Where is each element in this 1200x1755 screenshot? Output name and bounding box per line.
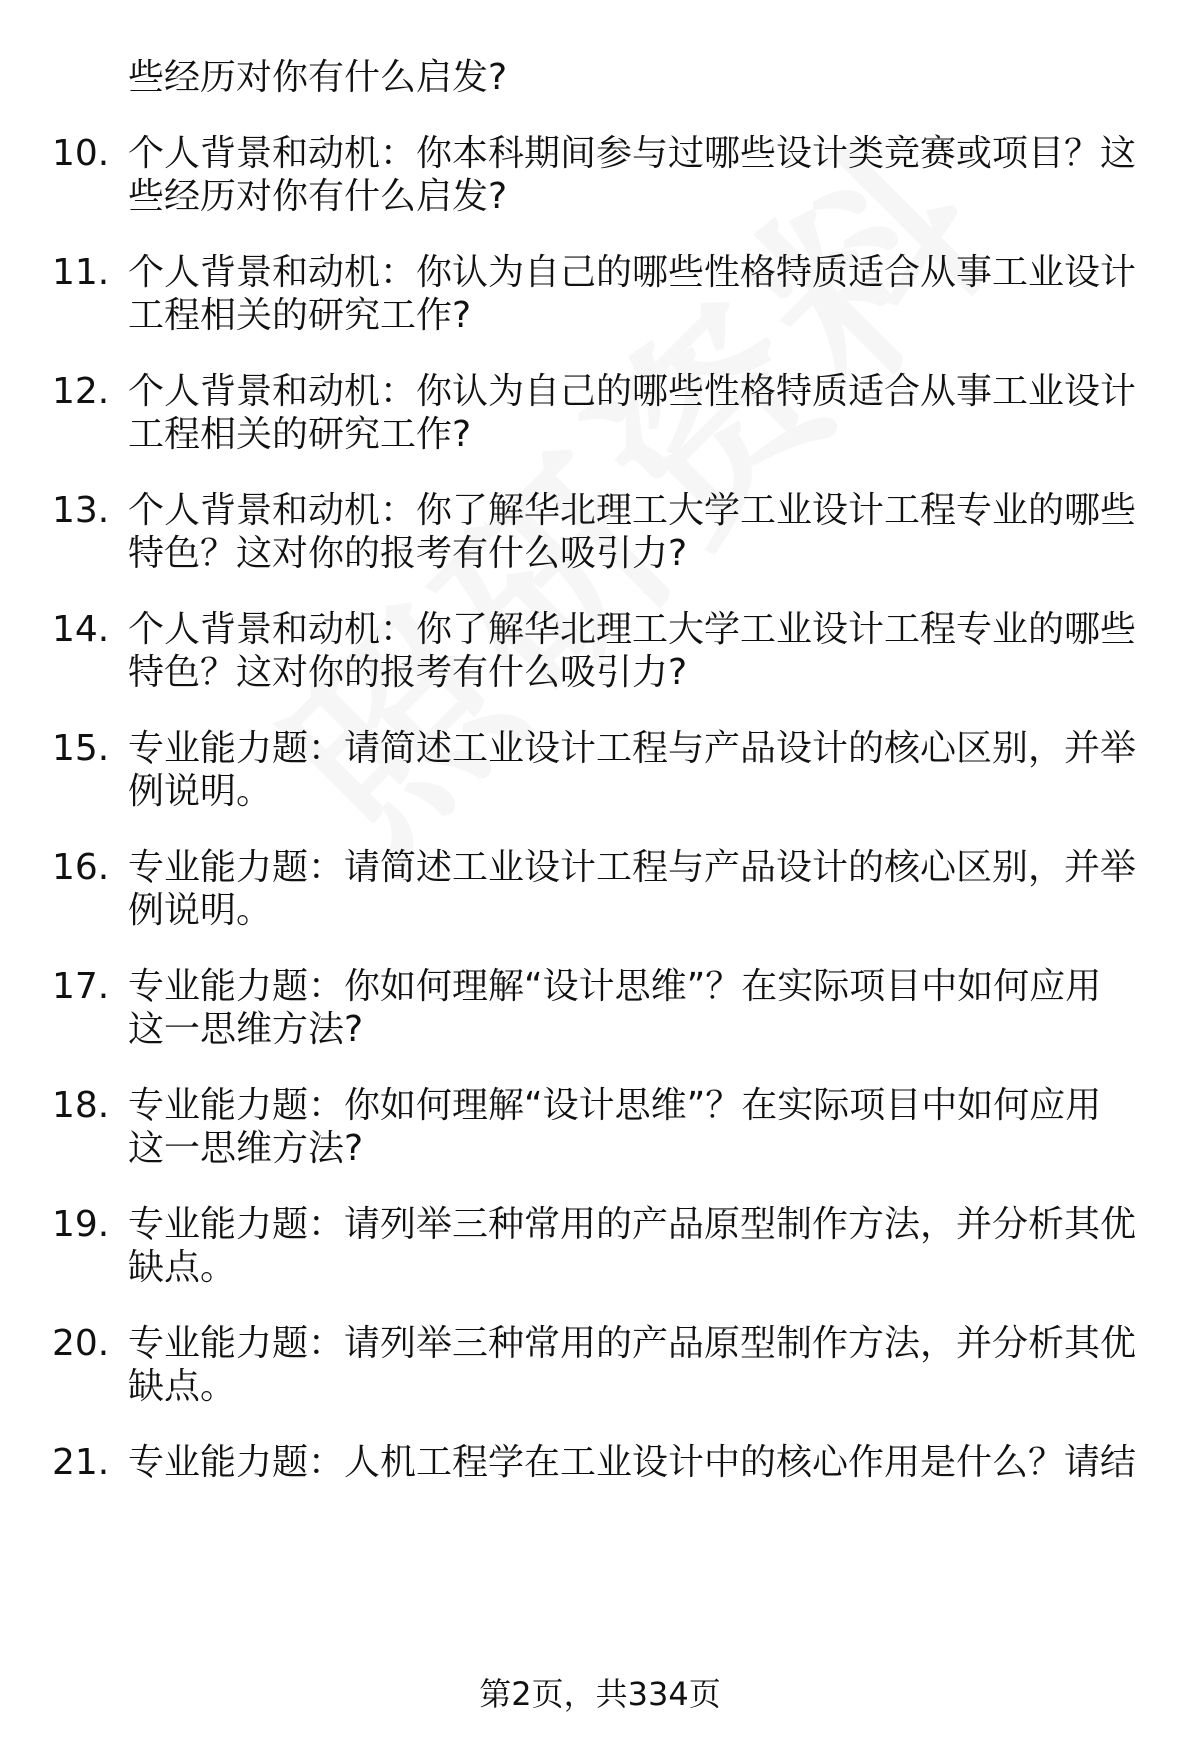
list-item-number: 16. [52, 847, 110, 888]
list-item-text: 专业能力题：请简述工业设计工程与产品设计的核心区别，并举 [128, 728, 1137, 769]
list-item-number: 20. [52, 1323, 110, 1364]
list-item-number: 10. [52, 133, 110, 174]
list-item-text: 这一思维方法? [128, 1128, 364, 1169]
list-item-text: 专业能力题：人机工程学在工业设计中的核心作用是什么？请结 [128, 1442, 1137, 1483]
list-item-text: 专业能力题：你如何理解“设计思维”？在实际项目中如何应用 [128, 1085, 1102, 1126]
list-item-number: 14. [52, 609, 110, 650]
list-item-text: 个人背景和动机：你认为自己的哪些性格特质适合从事工业设计 [128, 371, 1137, 412]
list-item-number: 12. [52, 371, 110, 412]
list-item-number: 18. [52, 1085, 110, 1126]
list-item-text: 例说明。 [128, 890, 273, 931]
list-item-text: 特色？这对你的报考有什么吸引力? [128, 652, 688, 693]
list-item-text: 个人背景和动机：你了解华北理工大学工业设计工程专业的哪些 [128, 609, 1137, 650]
list-item-text: 专业能力题：请简述工业设计工程与产品设计的核心区别，并举 [128, 847, 1137, 888]
list-item-text: 工程相关的研究工作? [128, 414, 472, 455]
list-item-text: 工程相关的研究工作? [128, 295, 472, 336]
list-item-text: 例说明。 [128, 771, 273, 812]
list-item-text: 个人背景和动机：你认为自己的哪些性格特质适合从事工业设计 [128, 252, 1137, 293]
list-item-number: 11. [52, 252, 110, 293]
list-item-number: 19. [52, 1204, 110, 1245]
list-item-text: 缺点。 [128, 1366, 237, 1407]
page-number-footer: 第2页，共334页 [479, 1675, 721, 1713]
list-item-text: 专业能力题：请列举三种常用的产品原型制作方法，并分析其优 [128, 1204, 1137, 1245]
list-item-text: 个人背景和动机：你本科期间参与过哪些设计类竞赛或项目？这 [128, 133, 1137, 174]
list-item-text: 缺点。 [128, 1247, 237, 1288]
list-item-number: 21. [52, 1442, 110, 1483]
list-item-text: 个人背景和动机：你了解华北理工大学工业设计工程专业的哪些 [128, 490, 1137, 531]
list-item-text: 专业能力题：你如何理解“设计思维”？在实际项目中如何应用 [128, 966, 1102, 1007]
list-item-continuation: 些经历对你有什么启发? [128, 57, 508, 98]
list-item-text: 些经历对你有什么启发? [128, 176, 508, 217]
list-item-number: 15. [52, 728, 110, 769]
list-item-number: 13. [52, 490, 110, 531]
list-item-text: 专业能力题：请列举三种常用的产品原型制作方法，并分析其优 [128, 1323, 1137, 1364]
list-item-text: 特色？这对你的报考有什么吸引力? [128, 533, 688, 574]
list-item-number: 17. [52, 966, 110, 1007]
list-item-text: 这一思维方法? [128, 1009, 364, 1050]
